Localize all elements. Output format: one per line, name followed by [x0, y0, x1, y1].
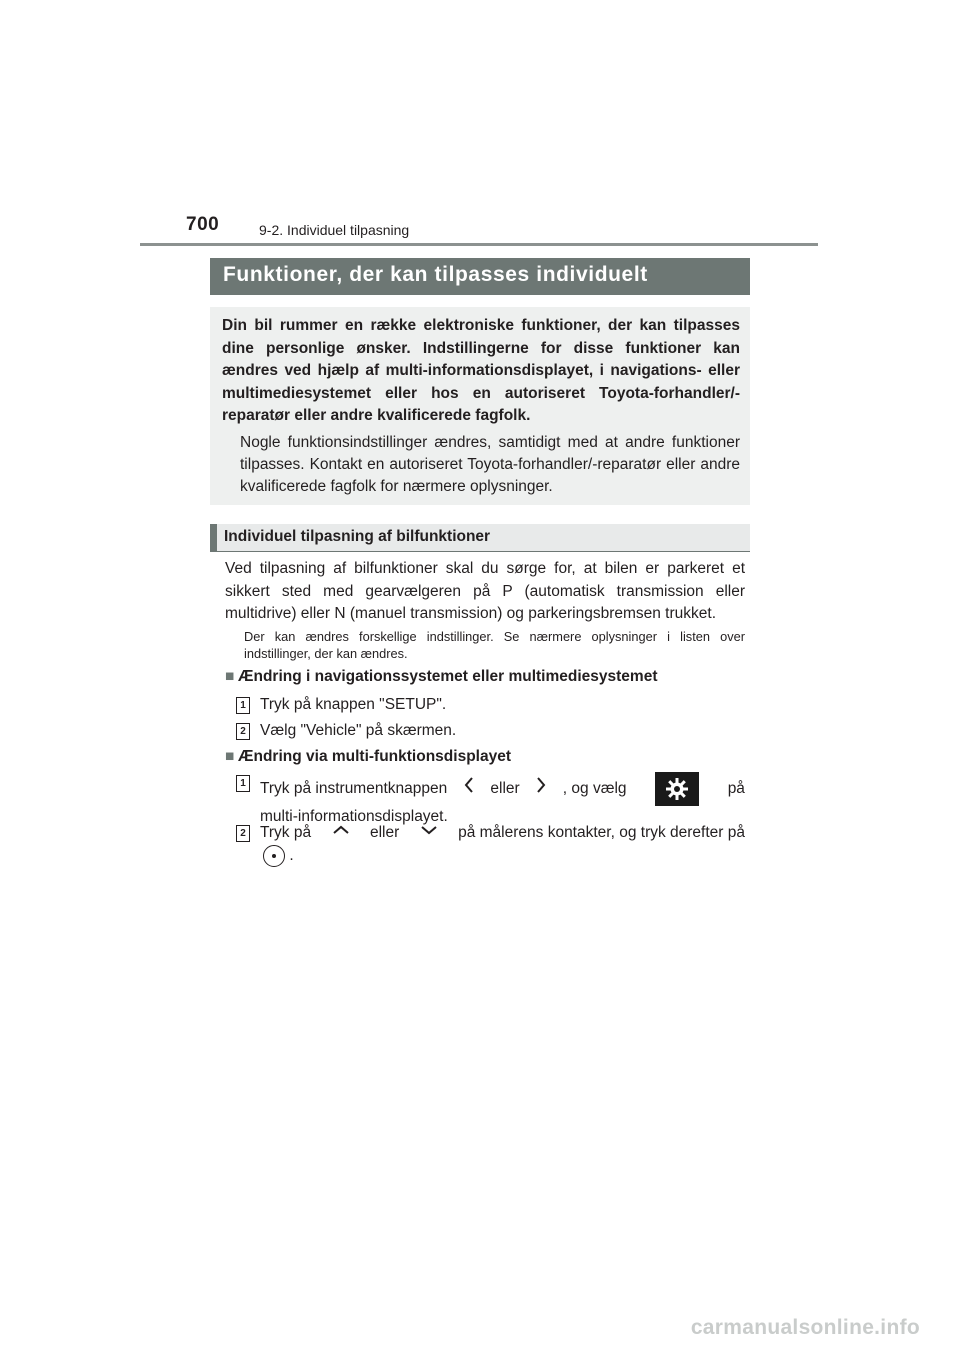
step-line — [260, 772, 745, 806]
step-item — [236, 772, 745, 829]
step-number: 1 — [236, 775, 250, 792]
step-text-part: eller — [490, 779, 520, 797]
intro-bold-text: Din bil rummer en række elektroniske funktioner, der kan tilpasses dine personlige ønsker. Indstillingerne for disse funktioner kan ændres ved hjælp af multi-informationsdisplayet, i navigations- eller multimediesystemet eller hos en autoriseret Toyota-forhandler/-reparatør eller andre kvalificerede fagfolk. — [222, 317, 740, 425]
step-text-part: . — [289, 846, 294, 864]
step-line: multi-informationsdisplayet. — [260, 808, 448, 825]
intro-note: Nogle funktionsindstillinger ændres, samtidigt med at andre funktioner tilpasses. Kontakt en autoriseret Toyota-forhandler/-reparatør eller andre kvalificerede fagfolk for nærmere oplysninger. — [240, 433, 740, 495]
step-number: 1 — [236, 697, 250, 714]
intro-box — [210, 307, 750, 505]
subsection-heading-text: Ændring via multi-funktionsdisplayet — [238, 748, 511, 765]
chevron-right-icon — [534, 775, 548, 803]
step-text-part: Tryk på — [260, 824, 312, 841]
chevron-down-icon — [419, 822, 439, 845]
bullet-square: ■ — [225, 668, 235, 685]
small-note: Der kan ændres forskellige indstillinger. Se nærmere oplysninger i listen over indstillinger, der kan ændres. — [244, 629, 745, 661]
step-line — [260, 822, 745, 845]
chevron-up-icon — [331, 822, 351, 845]
step-text-part: Tryk på instrumentknappen — [260, 779, 448, 797]
watermark: carmanualsonline.info — [690, 1316, 920, 1339]
step-number: 2 — [236, 825, 250, 842]
step-text-part: , og vælg — [562, 779, 627, 797]
body-text: Ved tilpasning af bilfunktioner skal du sørge for, at bilen er parkeret et sikkert sted med gearvælgeren på P (automatisk transmission eller multidrive) eller N (manuel transmission) og parkeringsbremsen trukket. — [225, 560, 745, 622]
step-text: Vælg "Vehicle" på skærmen. — [260, 722, 457, 739]
step-text-part: på målerens kontakter, og tryk derefter på — [458, 824, 745, 841]
step-text-part: eller — [369, 824, 400, 841]
subsection-heading-text: Ændring i navigationssystemet eller multimediesystemet — [238, 668, 658, 685]
enter-circle-icon — [263, 845, 285, 867]
chevron-left-icon — [462, 775, 476, 803]
gear-icon — [655, 772, 699, 806]
step-item — [236, 720, 745, 743]
step-item — [236, 694, 745, 717]
step-line — [260, 845, 745, 868]
step-text: Tryk på knappen "SETUP". — [260, 696, 447, 713]
section-title-bar: Funktioner, der kan tilpasses individuelt — [210, 258, 750, 295]
page-number: 700 — [186, 214, 220, 235]
subsection-heading-navigation — [225, 668, 658, 686]
step-item — [236, 822, 745, 867]
bullet-square: ■ — [225, 748, 235, 765]
subsection-heading-multi-display — [225, 748, 511, 766]
chapter-title: 9-2. Individuel tilpasning — [259, 222, 410, 238]
step-number: 2 — [236, 723, 250, 740]
step-text-part: på — [727, 779, 745, 797]
header-rule — [140, 243, 818, 246]
sub-heading: Individuel tilpasning af bilfunktioner — [210, 524, 750, 552]
